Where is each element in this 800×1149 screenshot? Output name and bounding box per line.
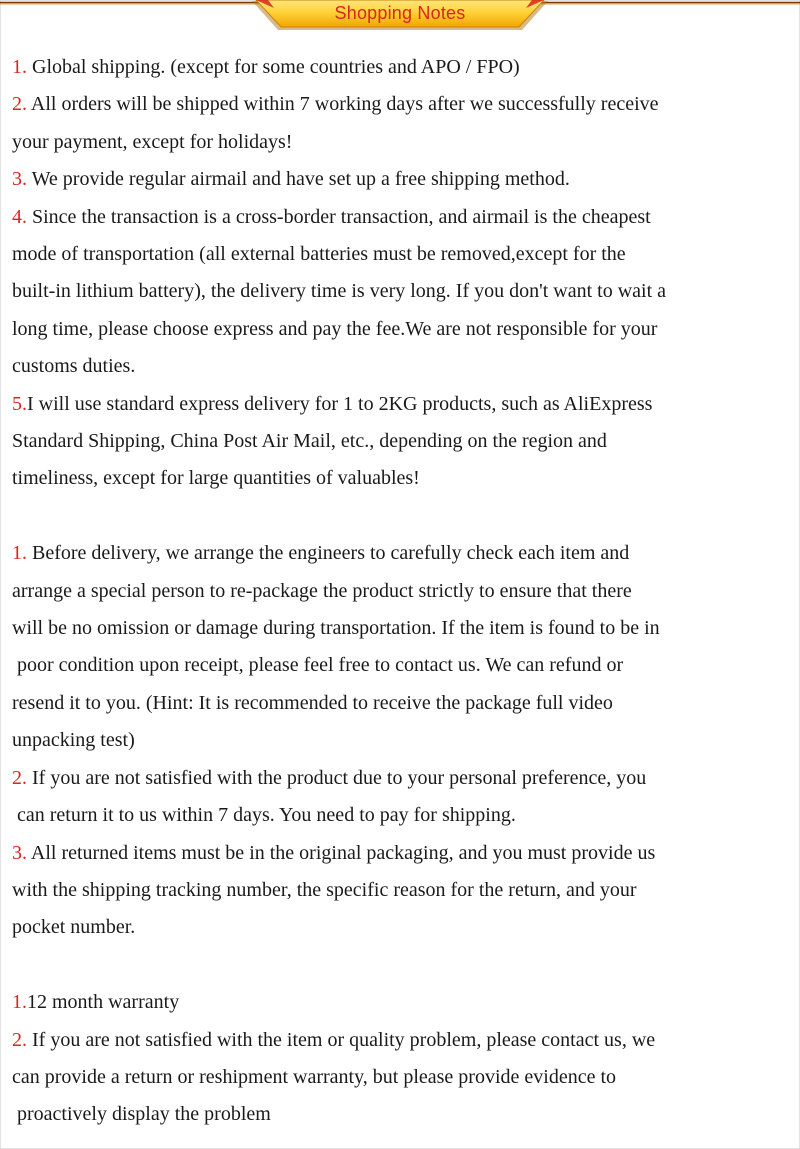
note-text: I will use standard express delivery for 1 to 2KG products, such as AliExpress: [27, 392, 653, 415]
note-line: [12, 760, 796, 797]
item-number: 1.: [12, 542, 27, 565]
note-text: Before delivery, we arrange the engineers to carefully check each item and: [27, 542, 630, 565]
note-line: [12, 386, 796, 423]
note-line: [12, 722, 796, 759]
note-line: [12, 161, 796, 198]
item-number: 2.: [12, 766, 27, 789]
note-text: Standard Shipping, China Post Air Mail, etc., depending on the region and: [12, 430, 607, 453]
note-line: [12, 423, 796, 460]
note-text: built-in lithium battery), the delivery time is very long. If you don't want to wait a: [12, 280, 667, 303]
note-line: [12, 1096, 796, 1133]
note-text: proactively display the problem: [12, 1103, 271, 1126]
section-gap: [12, 498, 796, 535]
note-line: [12, 199, 796, 236]
note-text: customs duties.: [12, 355, 136, 378]
item-number: 3.: [12, 168, 27, 191]
note-text: poor condition upon receipt, please feel free to contact us. We can refund or: [12, 654, 624, 677]
note-text: your payment, except for holidays!: [12, 130, 293, 153]
note-line: [12, 685, 796, 722]
header-banner: [0, 0, 800, 34]
note-text: with the shipping tracking number, the specific reason for the return, and your: [12, 878, 637, 901]
note-line: [12, 348, 796, 385]
note-text: can return it to us within 7 days. You need to pay for shipping.: [12, 804, 516, 827]
note-line: [12, 1022, 796, 1059]
item-number: 5.: [12, 392, 27, 415]
notes-section-1: [12, 49, 796, 498]
note-line: [12, 273, 796, 310]
note-text: mode of transportation (all external batteries must be removed,except for the: [12, 243, 626, 266]
note-text: We provide regular airmail and have set up a free shipping method.: [27, 168, 570, 191]
note-line: [12, 797, 796, 834]
item-number: 2.: [12, 93, 27, 116]
note-text: resend it to you. (Hint: It is recommended to receive the package full video: [12, 691, 613, 714]
item-number: 1.: [12, 991, 27, 1014]
notes-section-3: [12, 984, 796, 1134]
note-line: [12, 872, 796, 909]
note-line: [12, 535, 796, 572]
note-text: All returned items must be in the original packaging, and you must provide us: [27, 841, 656, 864]
note-line: [12, 984, 796, 1021]
note-text: 12 month warranty: [27, 991, 180, 1014]
note-text: pocket number.: [12, 916, 136, 939]
note-line: [12, 86, 796, 123]
note-text: can provide a return or reshipment warranty, but please provide evidence to: [12, 1065, 617, 1088]
note-text: If you are not satisfied with the product due to your personal preference, you: [27, 766, 647, 789]
note-text: Since the transaction is a cross-border transaction, and airmail is the cheapest: [27, 205, 651, 228]
note-line: [12, 610, 796, 647]
notes-section-2: [12, 535, 796, 946]
item-number: 2.: [12, 1028, 27, 1051]
note-text: long time, please choose express and pay the fee.We are not responsible for your: [12, 317, 658, 340]
item-number: 1.: [12, 56, 27, 78]
note-text: If you are not satisfied with the item or quality problem, please contact us, we: [27, 1028, 656, 1051]
note-line: [12, 1059, 796, 1096]
note-line: [12, 647, 796, 684]
note-text: arrange a special person to re-package the product strictly to ensure that there: [12, 579, 632, 602]
note-line: [12, 460, 796, 497]
note-text: will be no omission or damage during transportation. If the item is found to be in: [12, 617, 660, 640]
note-line: [12, 835, 796, 872]
note-line: [12, 124, 796, 161]
item-number: 4.: [12, 205, 27, 228]
note-line: [12, 311, 796, 348]
item-number: 3.: [12, 841, 27, 864]
note-line: [12, 573, 796, 610]
note-line: [12, 909, 796, 946]
note-line: [12, 236, 796, 273]
note-text: All orders will be shipped within 7 working days after we successfully receive: [27, 93, 659, 116]
note-line: [12, 49, 796, 86]
note-text: timeliness, except for large quantities of valuables!: [12, 467, 420, 490]
note-text: unpacking test): [12, 729, 135, 752]
shopping-notes-content: [12, 49, 796, 1134]
header-title: Shopping Notes: [334, 3, 466, 23]
note-text: Global shipping. (except for some countries and APO / FPO): [27, 56, 520, 78]
section-gap: [12, 947, 796, 984]
